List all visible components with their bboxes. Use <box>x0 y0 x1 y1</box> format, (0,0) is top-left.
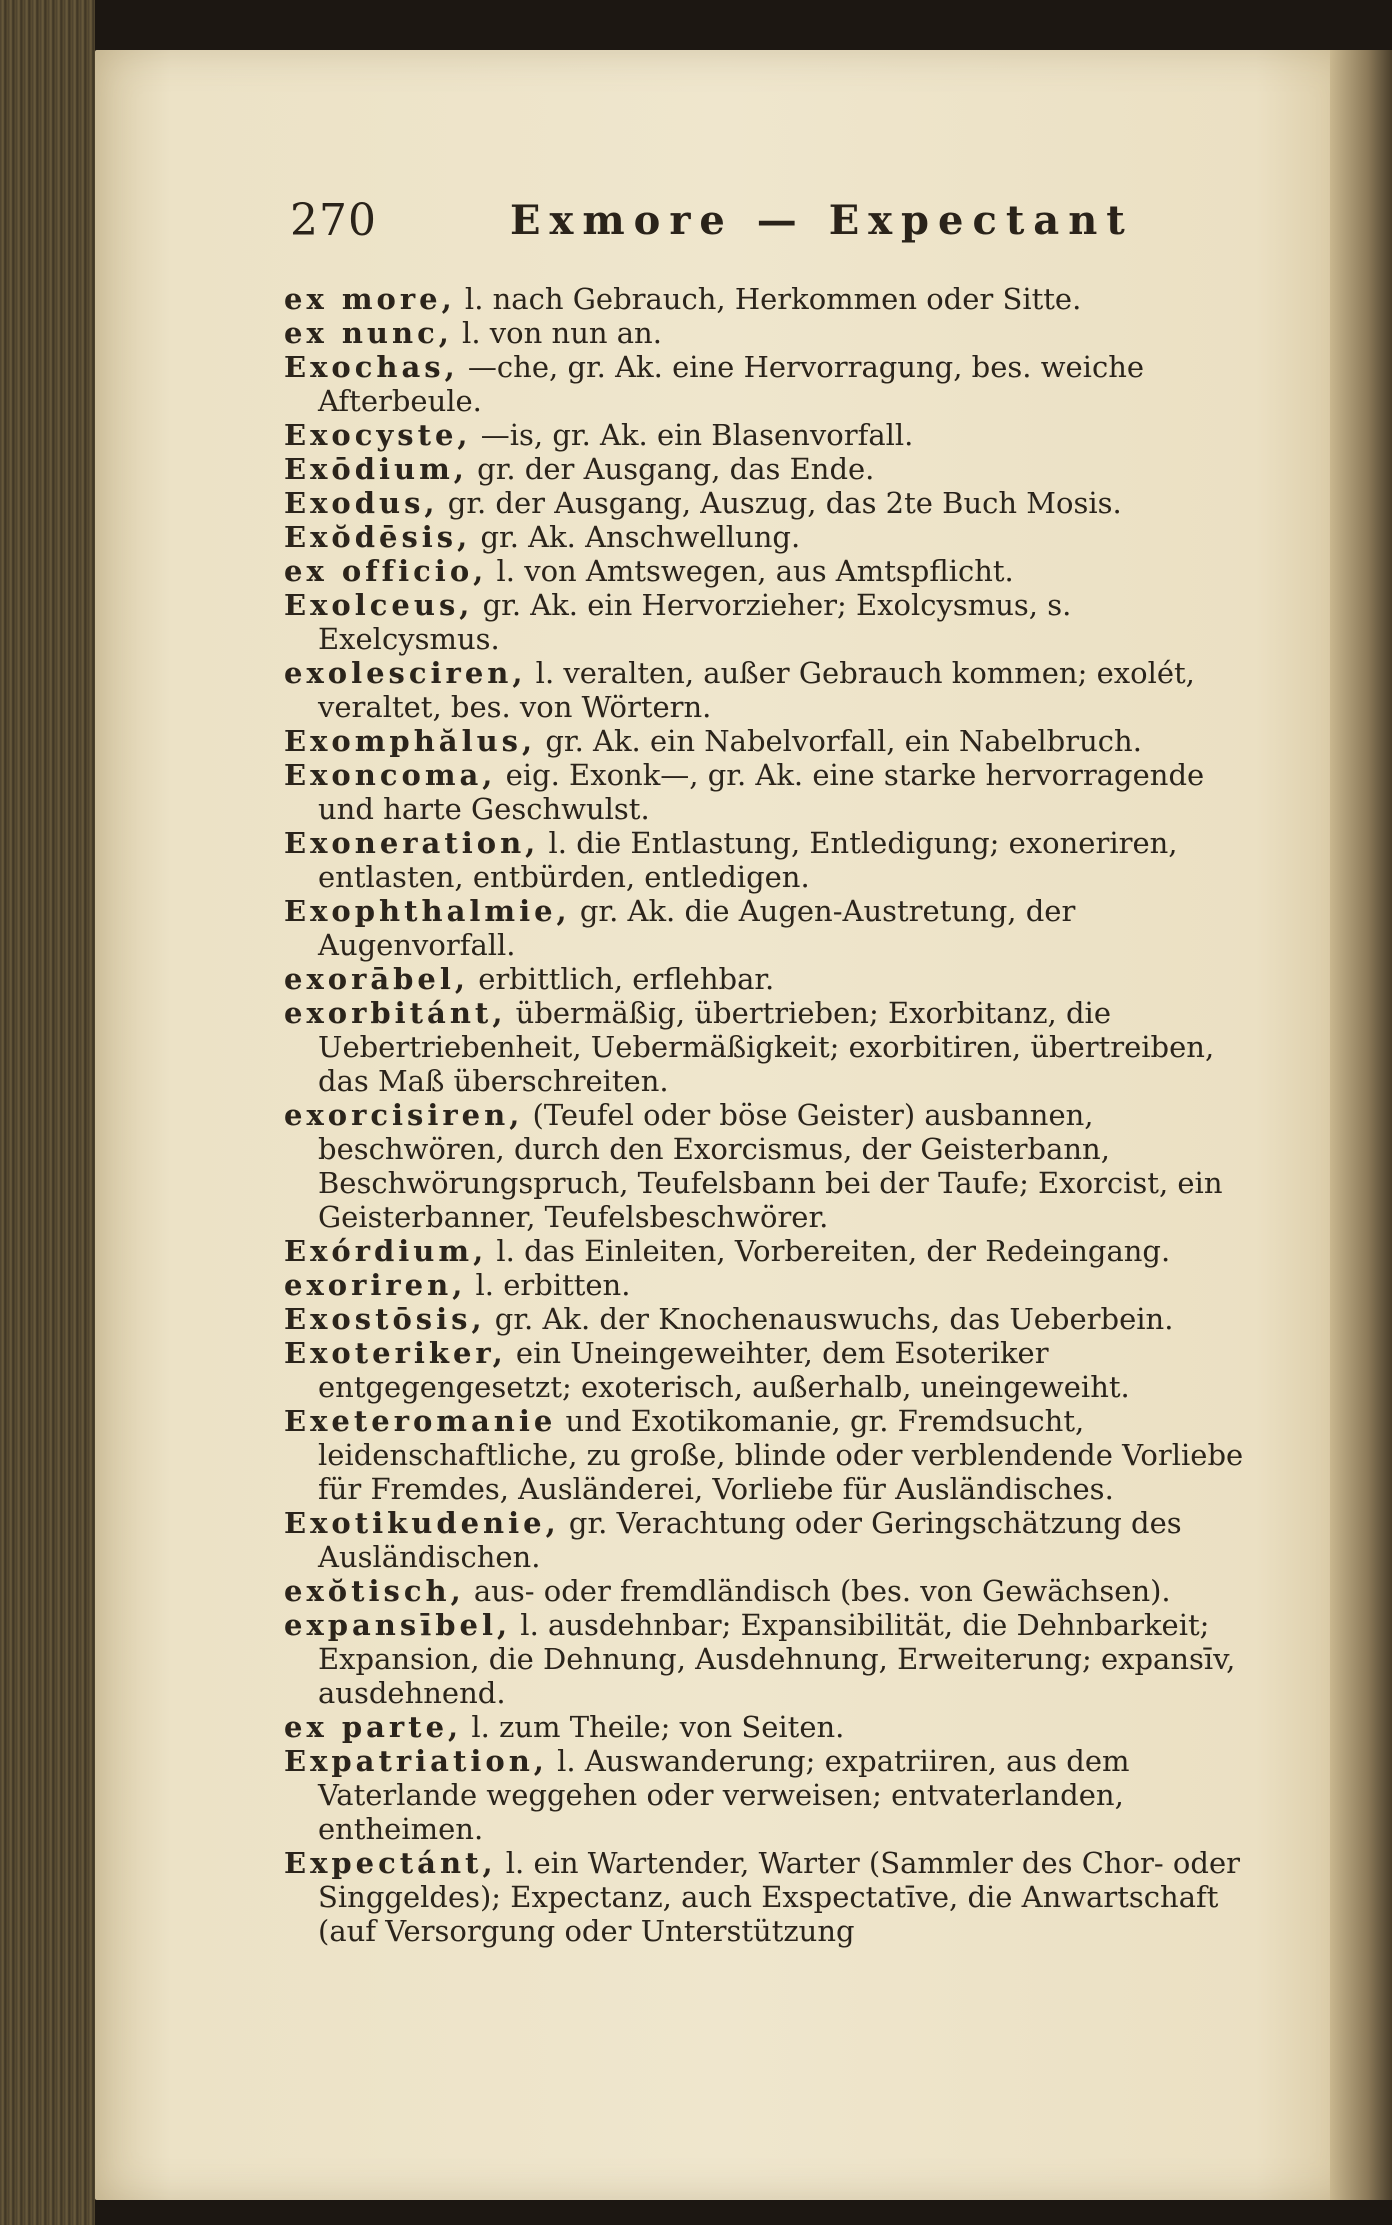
entry-definition: —is, gr. Ak. ein Blasenvorfall. <box>471 418 914 452</box>
dictionary-entry <box>284 724 1254 758</box>
entry-definition: l. veralten, außer Gebrauch kommen; exolét, veraltet, bes. von Wörtern. <box>318 656 1195 724</box>
entry-definition: übermäßig, übertrieben; Exorbitanz, die Uebertriebenheit, Uebermäßigkeit; exorbitiren, übertreiben, das Maß überschreiten. <box>318 996 1215 1098</box>
dictionary-entry <box>284 758 1254 826</box>
entry-headword: expansībel, <box>284 1608 512 1642</box>
entry-definition: gr. Ak. ein Nabelvorfall, ein Nabelbruch. <box>536 724 1142 758</box>
dictionary-entry <box>284 452 1254 486</box>
dictionary-entry <box>284 1506 1254 1574</box>
dictionary-entry <box>284 316 1254 350</box>
entry-headword: ex officio, <box>284 554 488 588</box>
entry-definition: l. Auswanderung; expatriiren, aus dem Vaterlande weggehen oder verweisen; entvaterlanden, entheimen. <box>318 1744 1130 1846</box>
entry-headword: exorcisiren, <box>284 1098 524 1132</box>
dictionary-entry <box>284 418 1254 452</box>
entry-definition: ein Uneingeweihter, dem Esoteriker entgegengesetzt; exoterisch, außerhalb, uneingeweiht. <box>318 1336 1130 1404</box>
entry-definition: l. das Einleiten, Vorbereiten, der Redeingang. <box>487 1234 1171 1268</box>
entry-definition: l. von nun an. <box>452 316 662 350</box>
entry-definition: gr. der Ausgang, das Ende. <box>467 452 875 486</box>
entry-headword: Exomphălus, <box>284 724 537 758</box>
entry-headword: Expatriation, <box>284 1744 548 1778</box>
entry-definition: gr. Ak. Anschwellung. <box>471 520 801 554</box>
dictionary-entry <box>284 1302 1254 1336</box>
page-number: 270 <box>290 195 377 246</box>
entry-definition: l. die Entlastung, Entledigung; exoneriren, entlasten, entbürden, entledigen. <box>318 826 1178 894</box>
entry-headword: Exostōsis, <box>284 1302 486 1336</box>
running-head: Exmore — Expectant <box>510 197 1134 244</box>
entry-headword: exoriren, <box>284 1268 467 1302</box>
entry-headword: Exophthalmie, <box>284 894 571 928</box>
entry-definition: l. ausdehnbar; Expansibilität, die Dehnbarkeit; Expansion, die Dehnung, Ausdehnung, Erweiterung; expansīv, ausdehnend. <box>318 1608 1236 1710</box>
entry-definition: l. zum Theile; von Seiten. <box>462 1710 845 1744</box>
entry-headword: Exoteriker, <box>284 1336 507 1370</box>
entry-definition: gr. Ak. ein Hervorzieher; Exolcysmus, s. Exelcysmus. <box>318 588 1072 656</box>
dictionary-entry <box>284 588 1254 656</box>
dictionary-entry <box>284 1404 1254 1506</box>
entry-headword: exŏtisch, <box>284 1574 465 1608</box>
entry-definition: eig. Exonk—, gr. Ak. eine starke hervorragende und harte Geschwulst. <box>318 758 1205 826</box>
entry-definition: (Teufel oder böse Geister) ausbannen, beschwören, durch den Exorcismus, der Geisterbann, Beschwörungspruch, Teufelsbann bei der Taufe; Exorcist, ein Geisterbanner, Teufelsbeschwörer. <box>318 1098 1223 1234</box>
entry-definition: l. ein Wartender, Warter (Sammler des Chor- oder Singgeldes); Expectanz, auch Exspectatīve, die Anwartschaft (auf Versorgung oder Unterstützung <box>318 1846 1240 1948</box>
dictionary-entry <box>284 962 1254 996</box>
entry-headword: Exochas, <box>284 350 459 384</box>
entry-headword: Exodus, <box>284 486 439 520</box>
dictionary-entry <box>284 1574 1254 1608</box>
entry-headword: exolesciren, <box>284 656 527 690</box>
entry-headword: Exórdium, <box>284 1234 488 1268</box>
entry-definition: gr. Verachtung oder Geringschätzung des Ausländischen. <box>318 1506 1182 1574</box>
dictionary-entry <box>284 894 1254 962</box>
entry-headword: Exŏdēsis, <box>284 520 472 554</box>
entry-headword: Exoncoma, <box>284 758 497 792</box>
dictionary-entry <box>284 554 1254 588</box>
dictionary-entry <box>284 350 1254 418</box>
page-gutter <box>1330 50 1392 2200</box>
entry-definition: l. erbitten. <box>466 1268 631 1302</box>
dictionary-entry <box>284 520 1254 554</box>
dictionary-entries <box>284 282 1254 1948</box>
entry-headword: Exotikudenie, <box>284 1506 560 1540</box>
entry-headword: Exocyste, <box>284 418 472 452</box>
entry-headword: ex parte, <box>284 1710 463 1744</box>
dictionary-entry <box>284 1608 1254 1710</box>
dictionary-entry <box>284 1744 1254 1846</box>
entry-definition: —che, gr. Ak. eine Hervorragung, bes. weiche Afterbeule. <box>318 350 1145 418</box>
dictionary-entry <box>284 1098 1254 1234</box>
entry-definition: l. nach Gebrauch, Herkommen oder Sitte. <box>455 282 1082 316</box>
dictionary-entry <box>284 1336 1254 1404</box>
entry-definition: gr. Ak. der Knochenauswuchs, das Ueberbein. <box>485 1302 1174 1336</box>
entry-definition: l. von Amtswegen, aus Amtspflicht. <box>487 554 1014 588</box>
entry-headword: Exolceus, <box>284 588 474 622</box>
entry-headword: Expectánt, <box>284 1846 497 1880</box>
dictionary-entry <box>284 486 1254 520</box>
dictionary-entry <box>284 656 1254 724</box>
entry-headword: exorbitánt, <box>284 996 507 1030</box>
entry-headword: ex nunc, <box>284 316 453 350</box>
dictionary-entry <box>284 1268 1254 1302</box>
entry-definition: gr. der Ausgang, Auszug, das 2te Buch Mosis. <box>438 486 1122 520</box>
entry-definition: aus- oder fremdländisch (bes. von Gewächsen). <box>464 1574 1171 1608</box>
entry-headword: ex more, <box>284 282 456 316</box>
entry-headword: exorābel, <box>284 962 469 996</box>
dictionary-entry <box>284 1710 1254 1744</box>
dictionary-entry <box>284 282 1254 316</box>
dictionary-entry <box>284 1846 1254 1948</box>
entry-headword: Exōdium, <box>284 452 468 486</box>
book-edge <box>0 0 95 2225</box>
dictionary-entry <box>284 826 1254 894</box>
entry-definition: erbittlich, erflehbar. <box>469 962 775 996</box>
entry-definition: gr. Ak. die Augen-Austretung, der Augenvorfall. <box>318 894 1076 962</box>
entry-definition: und Exotikomanie, gr. Fremdsucht, leidenschaftliche, zu große, blinde oder verblendende Vorliebe für Fremdes, Ausländerei, Vorliebe für Ausländisches. <box>318 1404 1244 1506</box>
entry-headword: Exoneration, <box>284 826 540 860</box>
dictionary-entry <box>284 996 1254 1098</box>
dictionary-entry <box>284 1234 1254 1268</box>
page-header <box>290 195 1134 255</box>
entry-headword: Exeteromanie <box>284 1404 557 1438</box>
